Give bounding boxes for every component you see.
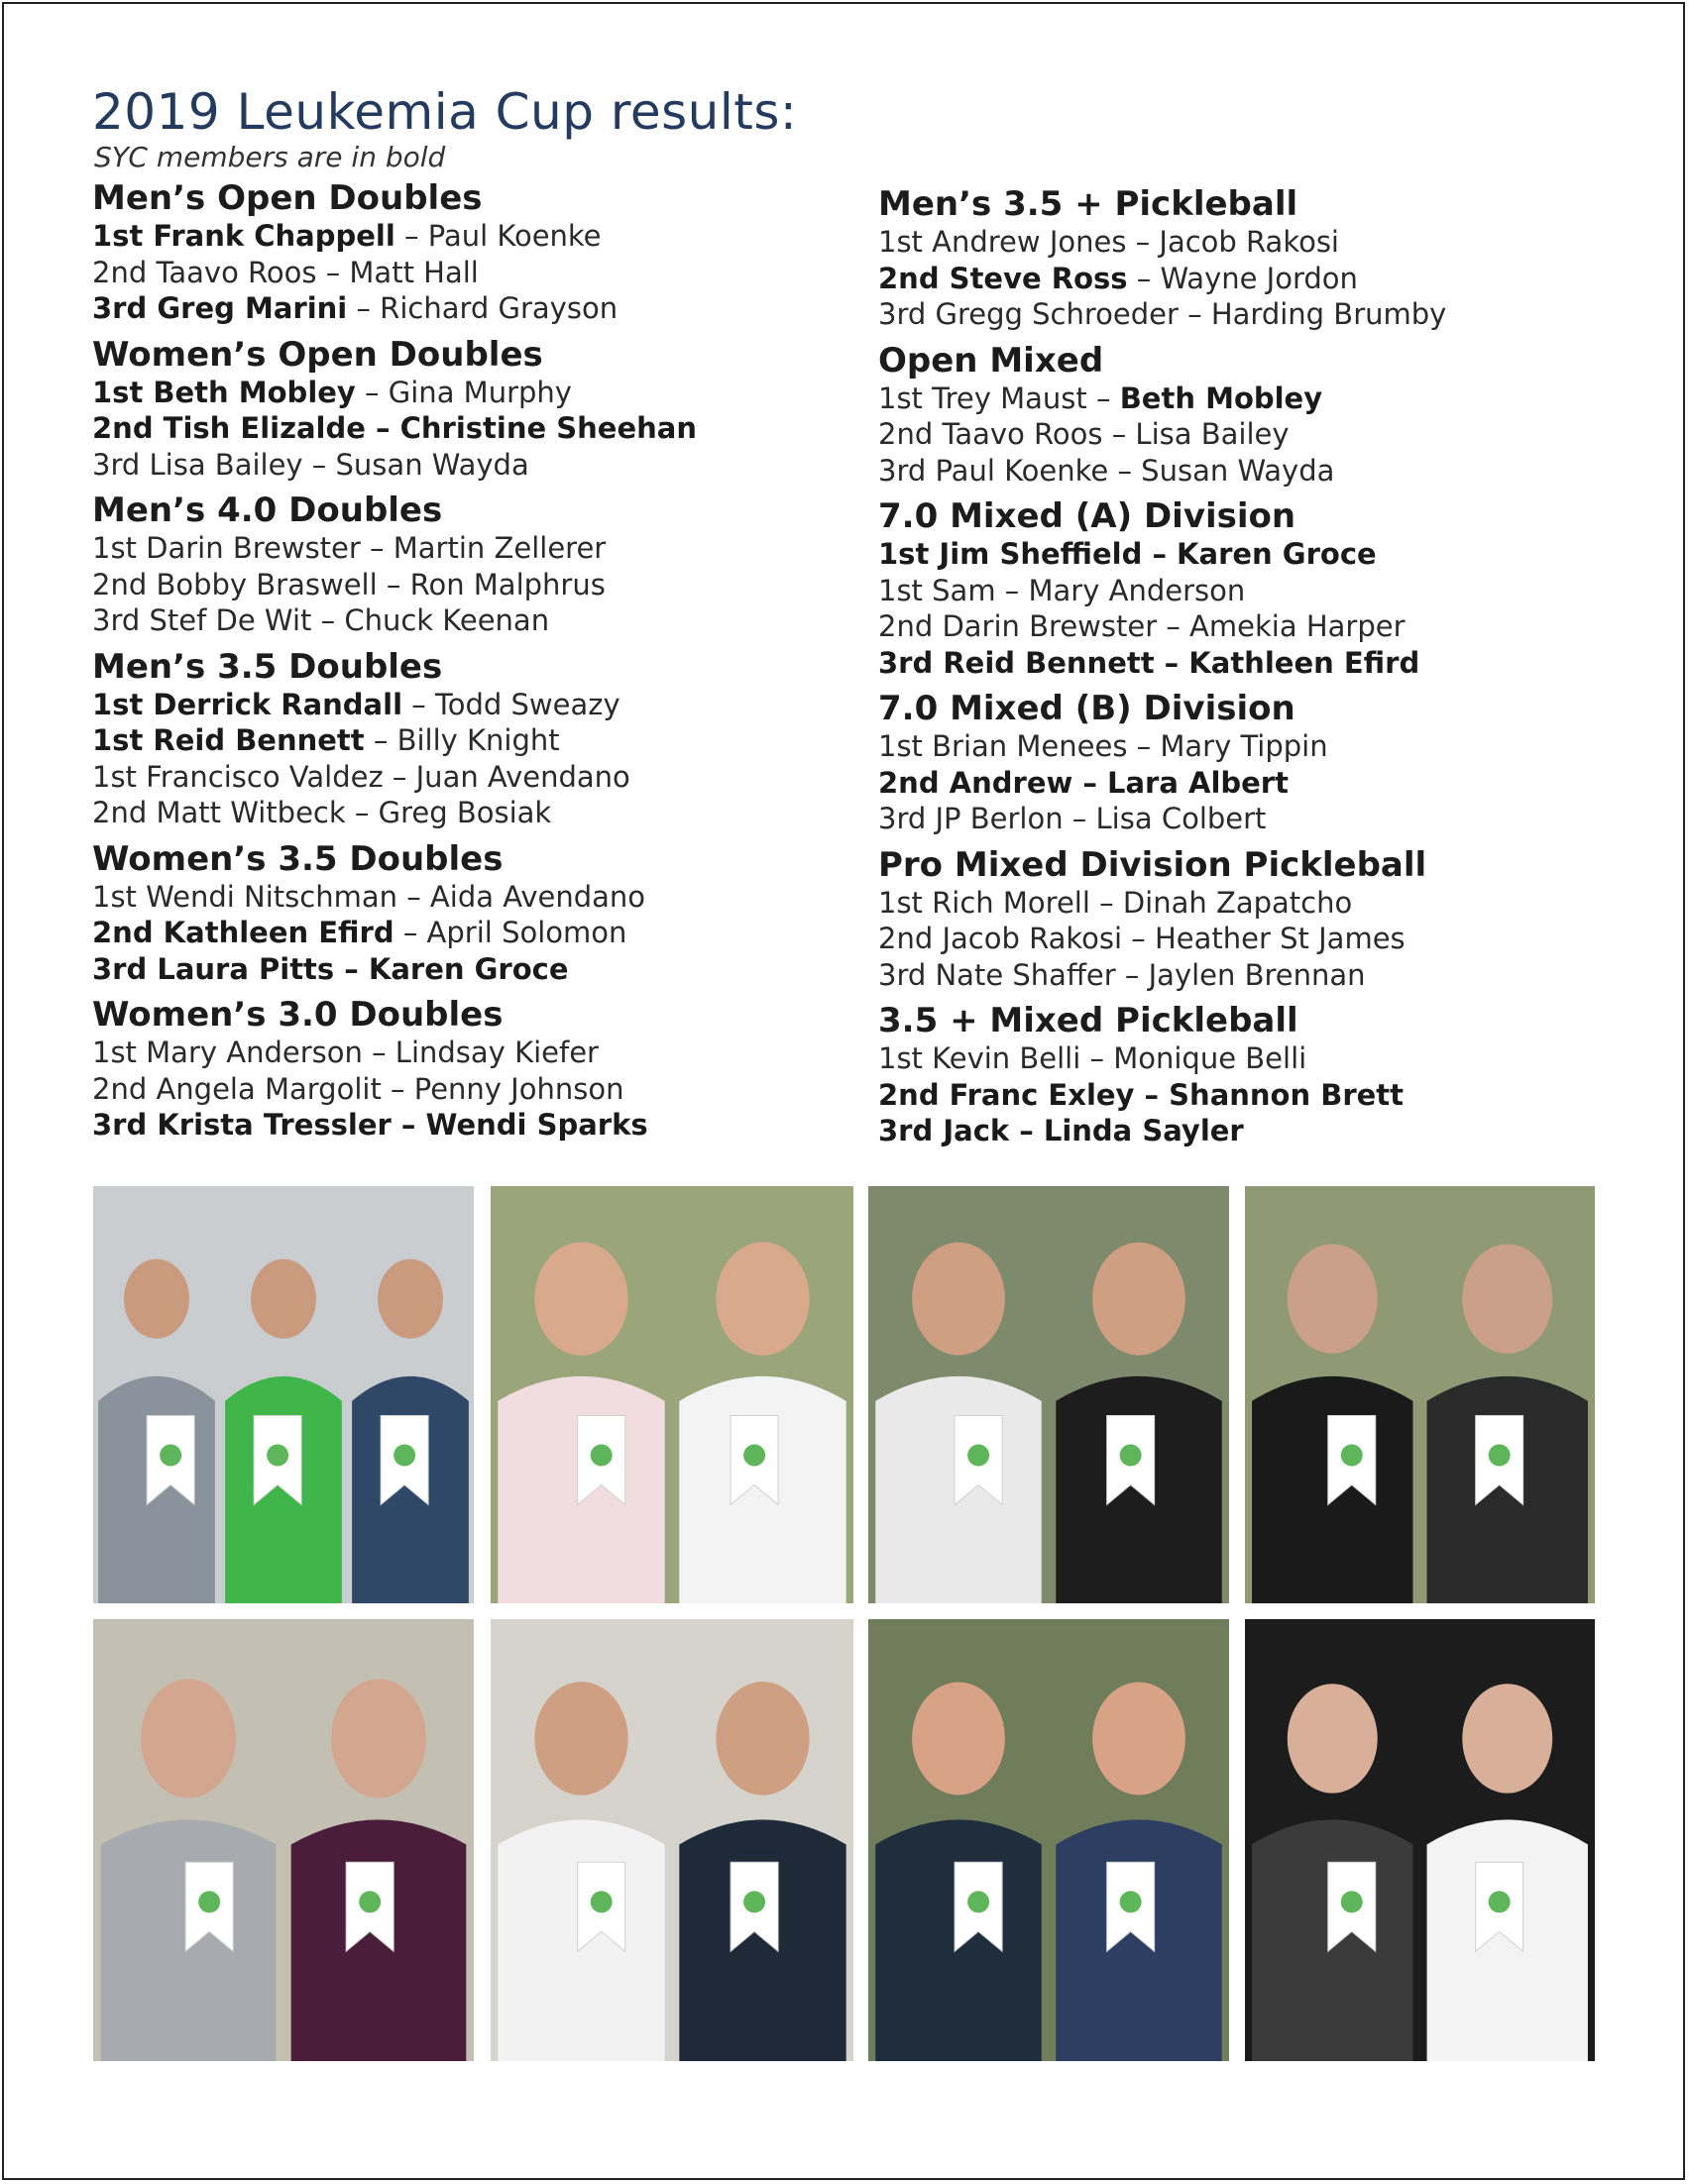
result-entry <box>878 296 1661 333</box>
result-entry <box>92 722 875 759</box>
category-title: 3.5 + Mixed Pickleball <box>878 1001 1298 1040</box>
result-entry <box>878 573 1661 609</box>
result-entry <box>92 687 875 723</box>
result-entry <box>92 602 875 639</box>
entry-text: 2nd Taavo Roos – Matt Hall <box>92 255 479 289</box>
member-names: 2nd Franc Exley – Shannon Brett <box>878 1077 1405 1112</box>
photo-5 <box>93 1619 474 2061</box>
result-entry <box>92 567 875 603</box>
result-entry <box>92 218 875 255</box>
category-title: Men’s 4.0 Doubles <box>92 491 443 530</box>
result-entry <box>92 255 875 291</box>
result-entry <box>878 381 1661 417</box>
entry-text: 2nd Angela Margolit – Penny Johnson <box>92 1071 624 1106</box>
member-names: 3rd Reid Bennett – Kathleen Efird <box>878 645 1420 680</box>
member-names: 1st Frank Chappell <box>92 219 395 253</box>
photo-3 <box>868 1186 1229 1603</box>
entry-text: 1st Darin Brewster – Martin Zellerer <box>92 531 607 565</box>
photo-6 <box>491 1619 853 2061</box>
result-entry <box>878 957 1661 994</box>
member-names: Beth Mobley <box>1119 381 1323 415</box>
entry-text: 3rd Stef De Wit – Chuck Keenan <box>92 603 550 637</box>
result-category <box>878 845 1661 994</box>
category-title: Women’s 3.5 Doubles <box>92 838 504 879</box>
result-entry <box>878 536 1661 573</box>
result-entry <box>878 608 1661 645</box>
entry-text: 1st Francisco Valdez – Juan Avendano <box>92 759 630 794</box>
entry-text: – Paul Koenke <box>394 219 602 253</box>
entry-text: – Billy Knight <box>364 723 560 757</box>
entry-text: 1st Wendi Nitschman – Aida Avendano <box>92 879 646 914</box>
result-entry <box>878 453 1661 490</box>
category-title: Men’s 3.5 Doubles <box>92 646 443 687</box>
result-entry <box>92 530 875 567</box>
entry-text: 1st Andrew Jones – Jacob Rakosi <box>878 225 1339 259</box>
photo-4 <box>1245 1186 1595 1603</box>
result-category <box>878 496 1661 681</box>
result-entry <box>92 1107 875 1144</box>
result-entry <box>878 416 1661 453</box>
page-subtitle: SYC members are in bold <box>94 141 446 173</box>
result-entry <box>878 885 1661 922</box>
photo-7 <box>868 1619 1229 2061</box>
category-title: Women’s Open Doubles <box>92 334 543 375</box>
result-entry <box>92 375 875 411</box>
result-entry <box>878 645 1661 682</box>
member-names: 2nd Tish Elizalde – Christine Sheehan <box>92 411 697 445</box>
result-entry <box>92 447 875 484</box>
results-right-column <box>878 184 1661 1157</box>
result-entry <box>878 1077 1661 1114</box>
result-entry <box>878 728 1661 765</box>
result-entry <box>878 1113 1661 1149</box>
result-entry <box>878 765 1661 802</box>
member-names: 1st Reid Bennett <box>92 723 365 757</box>
result-entry <box>878 261 1661 297</box>
entry-text: 3rd Gregg Schroeder – Harding Brumby <box>878 297 1447 331</box>
entry-text: 2nd Bobby Braswell – Ron Malphrus <box>92 567 606 601</box>
entry-text: 1st Trey Maust – <box>878 381 1120 415</box>
result-entry <box>92 1035 875 1071</box>
result-entry <box>92 915 875 951</box>
member-names: 3rd Jack – Linda Sayler <box>878 1114 1244 1147</box>
result-category <box>878 341 1661 490</box>
result-entry <box>92 410 875 447</box>
entry-text: – April Solomon <box>394 916 627 949</box>
result-entry <box>878 224 1661 261</box>
member-names: 2nd Andrew – Lara Albert <box>878 765 1289 800</box>
category-title: Men’s 3.5 + Pickleball <box>878 184 1298 224</box>
result-category <box>878 689 1661 837</box>
result-entry <box>92 290 875 327</box>
result-entry <box>878 1040 1661 1077</box>
entry-text: 1st Sam – Mary Anderson <box>878 573 1246 607</box>
member-names: 2nd Kathleen Efird <box>92 916 394 949</box>
result-category <box>92 839 875 988</box>
member-names: 2nd Steve Ross <box>878 261 1128 295</box>
entry-text: 1st Rich Morell – Dinah Zapatcho <box>878 885 1353 920</box>
entry-text: 2nd Jacob Rakosi – Heather St James <box>878 922 1406 955</box>
entry-text: 3rd JP Berlon – Lisa Colbert <box>878 802 1267 835</box>
result-entry <box>92 1071 875 1108</box>
entry-text: 3rd Paul Koenke – Susan Wayda <box>878 453 1335 488</box>
entry-text: – Richard Grayson <box>347 291 619 325</box>
result-entry <box>92 951 875 988</box>
entry-text: – Wayne Jordon <box>1127 261 1358 295</box>
result-category <box>92 335 875 484</box>
page-title: 2019 Leukemia Cup results: <box>92 83 798 141</box>
entry-text: 2nd Matt Witbeck – Greg Bosiak <box>92 796 552 829</box>
entry-text: 1st Kevin Belli – Monique Belli <box>878 1041 1307 1075</box>
result-category <box>878 1001 1661 1149</box>
member-names: 1st Jim Sheffield – Karen Groce <box>878 537 1377 571</box>
result-category <box>92 995 875 1144</box>
entry-text: – Todd Sweazy <box>402 687 620 721</box>
member-names: 3rd Krista Tressler – Wendi Sparks <box>92 1108 648 1142</box>
category-title: Women’s 3.0 Doubles <box>92 995 504 1035</box>
category-title: 7.0 Mixed (B) Division <box>878 689 1295 728</box>
entry-text: 3rd Nate Shaffer – Jaylen Brennan <box>878 957 1366 992</box>
member-names: 3rd Laura Pitts – Karen Groce <box>92 951 569 986</box>
photo-2 <box>491 1186 853 1603</box>
result-category <box>878 184 1661 333</box>
member-names: 1st Beth Mobley <box>92 375 356 409</box>
photo-1 <box>93 1186 474 1603</box>
entry-text: 2nd Darin Brewster – Amekia Harper <box>878 609 1406 643</box>
entry-text: 3rd Lisa Bailey – Susan Wayda <box>92 447 529 482</box>
entry-text: – Gina Murphy <box>355 375 572 409</box>
result-entry <box>92 879 875 916</box>
entry-text: 1st Brian Menees – Mary Tippin <box>878 729 1328 763</box>
category-title: Pro Mixed Division Pickleball <box>878 844 1427 885</box>
result-entry <box>92 795 875 831</box>
member-names: 1st Derrick Randall <box>92 687 403 721</box>
result-entry <box>878 921 1661 957</box>
entry-text: 1st Mary Anderson – Lindsay Kiefer <box>92 1036 599 1069</box>
category-title: Open Mixed <box>878 340 1104 381</box>
result-entry <box>878 801 1661 837</box>
result-entry <box>92 759 875 796</box>
photo-8 <box>1245 1619 1595 2061</box>
member-names: 3rd Greg Marini <box>92 291 348 325</box>
results-left-column <box>92 178 875 1151</box>
entry-text: 2nd Taavo Roos – Lisa Bailey <box>878 417 1290 451</box>
category-title: 7.0 Mixed (A) Division <box>878 496 1296 536</box>
category-title: Men’s Open Doubles <box>92 178 483 218</box>
result-category <box>92 178 875 327</box>
result-category <box>92 491 875 639</box>
result-category <box>92 647 875 831</box>
